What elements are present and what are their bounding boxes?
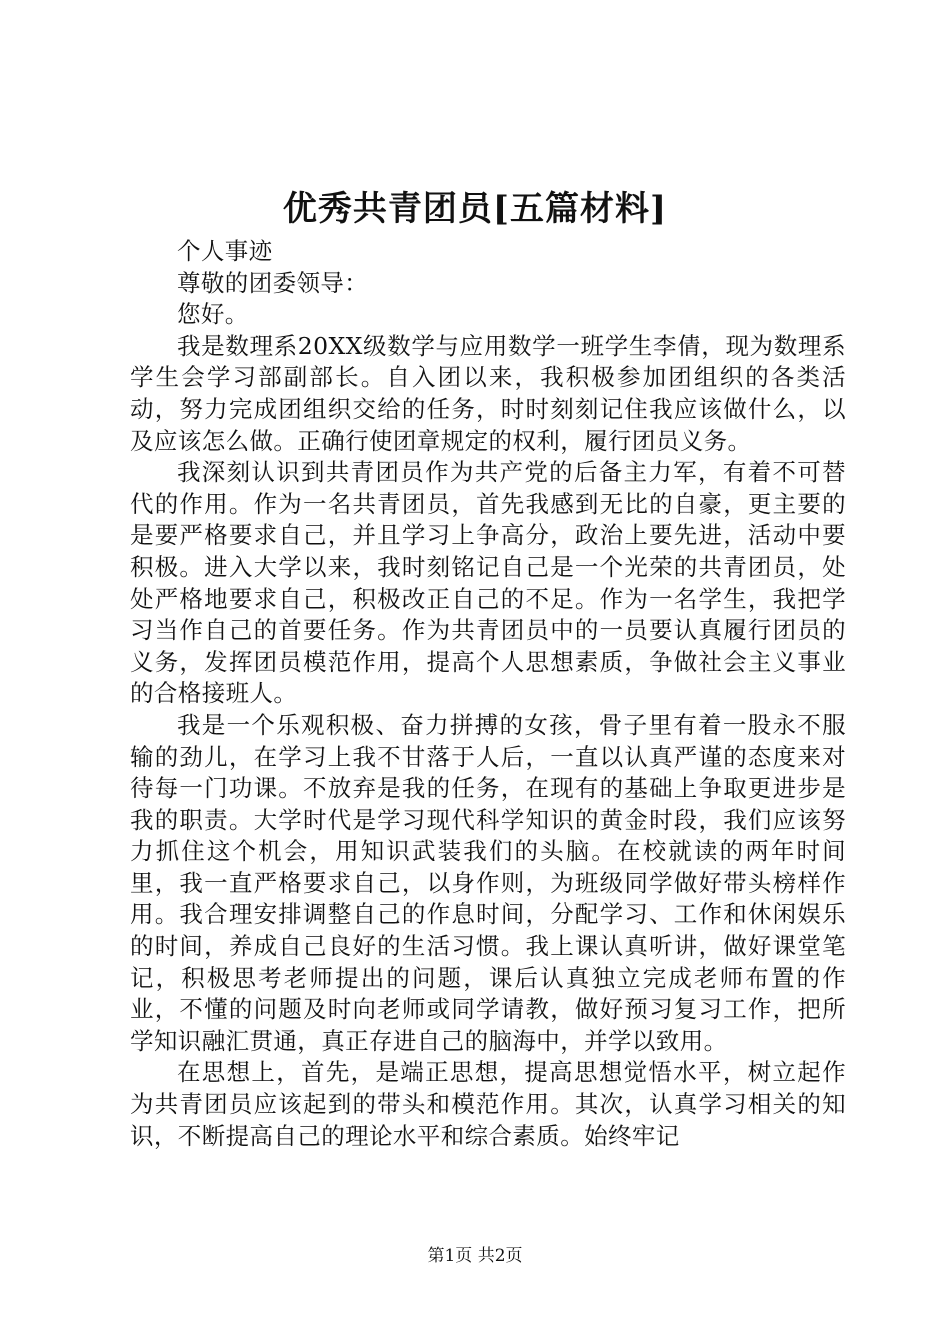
paragraph-salutation: 尊敬的团委领导： [177,268,369,297]
page-number-footer: 第1页 共2页 [427,1246,523,1266]
document-body [130,236,846,1152]
paragraph: 我深刻认识到共青团员作为共产党的后备主力军，有着不可替代的作用。作为一名共青团员，首先我感到无比的自豪，更主要的是要严格要求自己，并且学习上争高分，政治上要先进，活动中要积极。进入大学以来，我时刻铭记自己是一个光荣的共青团员，处处严格地要求自己，积极改正自己的不足。作为一名学生，我把学习当作自己的首要任务。作为共青团员中的一员要认真履行团员的义务，发挥团员模范作用，提高个人思想素质，争做社会主义事业的合格接班人。 [130,458,846,708]
paragraph: 我是一个乐观积极、奋力拼搏的女孩，骨子里有着一股永不服输的劲儿，在学习上我不甘落于人后，一直以认真严谨的态度来对待每一门功课。不放弃是我的任务，在现有的基础上争取更进步是我的职责。大学时代是学习现代科学知识的黄金时段，我们应该努力抓住这个机会，用知识武装我们的头脑。在校就读的两年时间里，我一直严格要求自己，以身作则，为班级同学做好带头榜样作用。我合理安排调整自己的作息时间，分配学习、工作和休闲娱乐的时间，养成自己良好的生活习惯。我上课认真听讲，做好课堂笔记，积极思考老师提出的问题，课后认真独立完成老师布置的作业，不懂的问题及时向老师或同学请教，做好预习复习工作，把所学知识融汇贯通，真正存进自己的脑海中，并学以致用。 [130,710,846,1055]
paragraph-heading: 个人事迹 [177,237,273,265]
document-title: 优秀共青团员[五篇材料] [282,189,668,229]
paragraph-greeting: 您好。 [177,300,249,329]
paragraph: 在思想上，首先，是端正思想，提高思想觉悟水平，树立起作为共青团员应该起到的带头和模范作用。其次，认真学习相关的知识，不断提高自己的理论水平和综合素质。始终牢记 [130,1058,846,1150]
paragraph: 我是数理系20XX级数学与应用数学一班学生李倩，现为数理系学生会学习部副部长。自入团以来，我积极参加团组织的各类活动，努力完成团组织交给的任务，时时刻刻记住我应该做什么，以及应该怎么做。正确行使团章规定的权利，履行团员义务。 [130,331,846,455]
